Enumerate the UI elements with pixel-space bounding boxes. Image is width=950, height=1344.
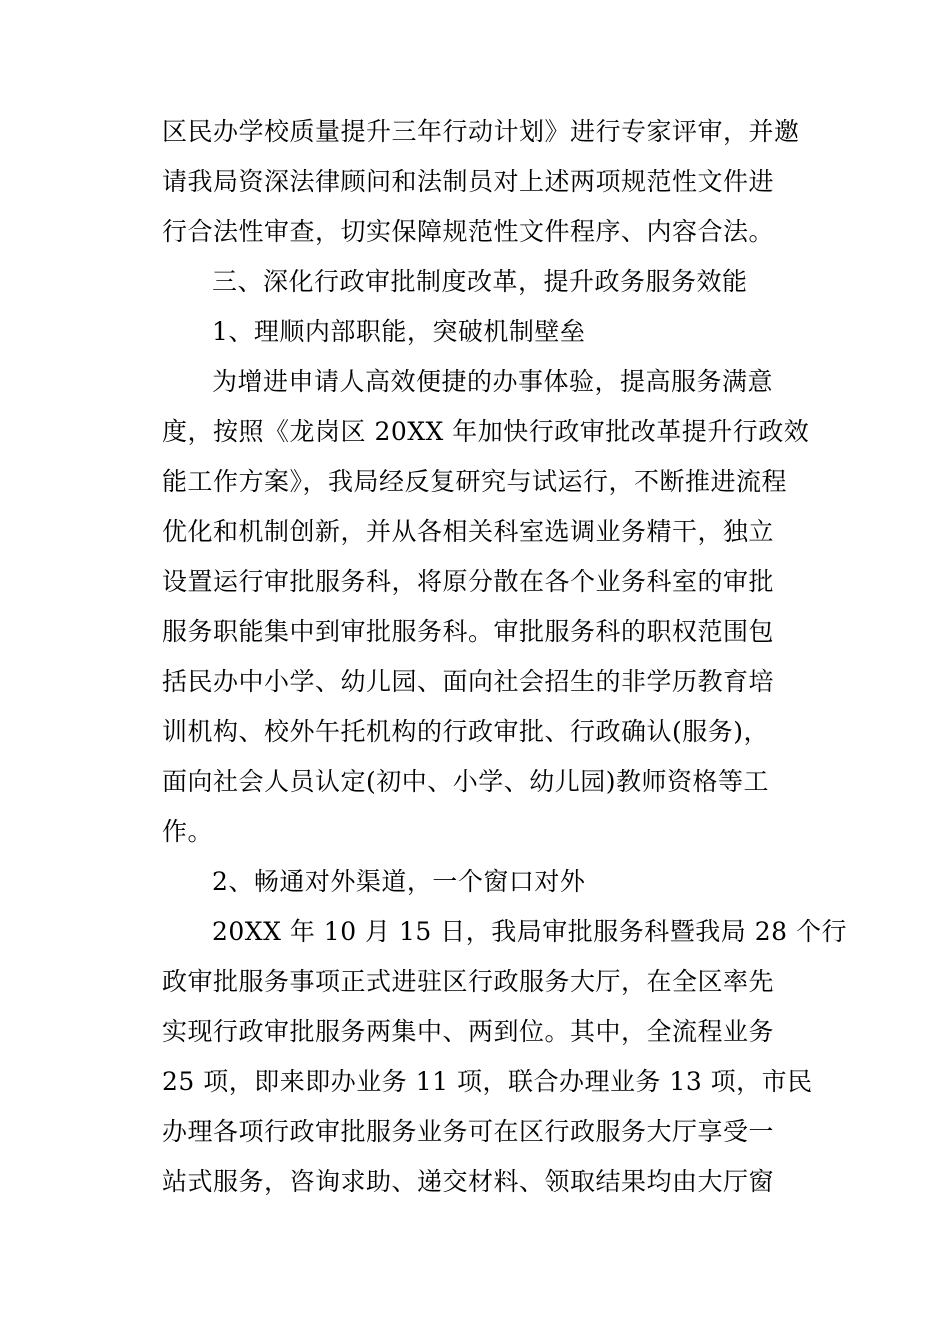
paragraph-line: 作。	[162, 817, 214, 846]
paragraph-line: 括民办中小学、幼儿园、面向社会招生的非学历教育培	[162, 667, 775, 696]
paragraph-line: 能工作方案》，我局经反复研究与试运行，不断推进流程	[162, 467, 788, 496]
paragraph-line: 设置运行审批服务科，将原分散在各个业务科室的审批	[162, 567, 775, 596]
paragraph-line: 面向社会人员认定(初中、小学、幼儿园)教师资格等工	[162, 767, 770, 796]
subsection-heading: 2、畅通对外渠道，一个窗口对外	[212, 867, 586, 896]
paragraph-line: 度，按照《龙岗区 20XX 年加快行政审批改革提升行政效	[162, 417, 810, 446]
paragraph-line: 行合法性审查，切实保障规范性文件程序、内容合法。	[162, 217, 775, 246]
paragraph-line: 站式服务，咨询求助、递交材料、领取结果均由大厅窗	[162, 1167, 775, 1196]
subsection-heading: 1、理顺内部职能，突破机制壁垒	[212, 317, 586, 346]
paragraph-line: 优化和机制创新，并从各相关科室选调业务精干，独立	[162, 517, 775, 546]
paragraph-line: 为增进申请人高效便捷的办事体验，提高服务满意	[212, 367, 774, 396]
paragraph-line: 服务职能集中到审批服务科。审批服务科的职权范围包	[162, 617, 775, 646]
paragraph-line: 办理各项行政审批服务业务可在区行政服务大厅享受一	[162, 1117, 775, 1146]
paragraph-line: 区民办学校质量提升三年行动计划》进行专家评审，并邀	[162, 117, 800, 146]
paragraph-line: 政审批服务事项正式进驻区行政服务大厅，在全区率先	[162, 967, 775, 996]
section-heading: 三、深化行政审批制度改革，提升政务服务效能	[212, 267, 748, 296]
paragraph-line: 训机构、校外午托机构的行政审批、行政确认(服务)，	[162, 717, 770, 746]
paragraph-line: 请我局资深法律顾问和法制员对上述两项规范性文件进	[162, 167, 775, 196]
paragraph-line: 25 项，即来即办业务 11 项，联合办理业务 13 项，市民	[162, 1067, 813, 1096]
paragraph-line: 实现行政审批服务两集中、两到位。其中，全流程业务	[162, 1017, 775, 1046]
paragraph-line: 20XX 年 10 月 15 日，我局审批服务科暨我局 28 个行	[212, 917, 847, 946]
